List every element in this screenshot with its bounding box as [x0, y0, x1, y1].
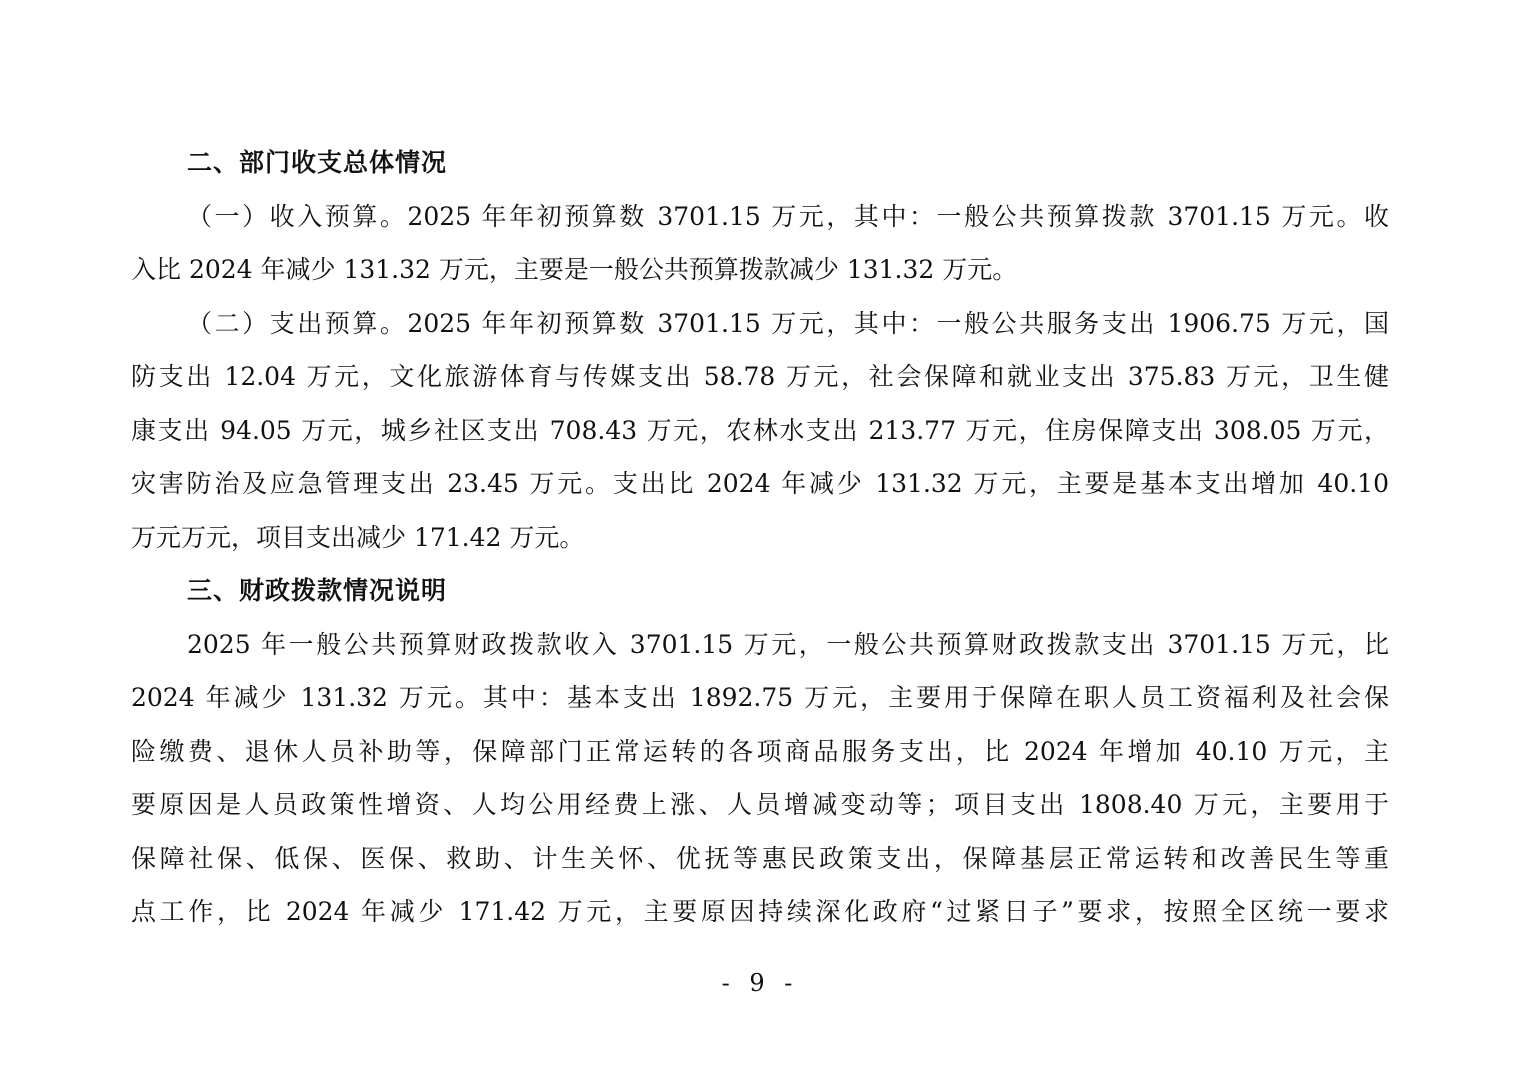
text-line: （一）收入预算。2025 年年初预算数 3701.15 万元，其中：一般公共预算拨款 3701.15 万元。收 — [187, 201, 1389, 231]
text-line: 2025 年一般公共预算财政拨款收入 3701.15 万元，一般公共预算财政拨款支出 3701.15 万元，比 — [187, 629, 1389, 659]
paragraph-expenditure-budget — [131, 297, 1389, 565]
text-line: （二）支出预算。2025 年年初预算数 3701.15 万元，其中：一般公共服务支出 1906.75 万元，国 — [187, 308, 1389, 338]
section-heading-overview: 二、部门收支总体情况 — [187, 148, 448, 177]
text-line: 要原因是人员政策性增资、人均公用经费上涨、人员增减变动等；项目支出 1808.40 万元，主要用于 — [131, 790, 1389, 819]
text-line: 险缴费、退休人员补助等，保障部门正常运转的各项商品服务支出，比 2024 年增加 40.10 万元，主 — [131, 736, 1389, 766]
text-line: 保障社保、低保、医保、救助、计生关怀、优抚等惠民政策支出，保障基层正常运转和改善民生等重 — [131, 843, 1389, 873]
text-line: 万元万元，项目支出减少 171.42 万元。 — [131, 522, 585, 552]
text-line: 点工作，比 2024 年减少 171.42 万元，主要原因持续深化政府“过紧日子”要求，按照全区统一要求 — [131, 897, 1389, 926]
paragraph-income-budget — [131, 190, 1389, 297]
text-line: 入比 2024 年减少 131.32 万元，主要是一般公共预算拨款减少 131.32 万元。 — [131, 255, 1018, 284]
text-line: 康支出 94.05 万元，城乡社区支出 708.43 万元，农林水支出 213.77 万元，住房保障支出 308.05 万元， — [131, 415, 1389, 445]
paragraph-fiscal-appropriation — [131, 618, 1389, 939]
text-line: 2024 年减少 131.32 万元。其中：基本支出 1892.75 万元，主要用于保障在职人员工资福利及社会保 — [131, 683, 1389, 712]
text-line: 灾害防治及应急管理支出 23.45 万元。支出比 2024 年减少 131.32 万元，主要是基本支出增加 40.10 — [131, 469, 1389, 498]
section-heading-fiscal-appropriation: 三、财政拨款情况说明 — [187, 576, 448, 605]
text-line: 防支出 12.04 万元，文化旅游体育与传媒支出 58.78 万元，社会保障和就业支出 375.83 万元，卫生健 — [131, 362, 1389, 391]
document-page — [131, 136, 1389, 939]
page-number: - 9 - — [721, 969, 799, 997]
